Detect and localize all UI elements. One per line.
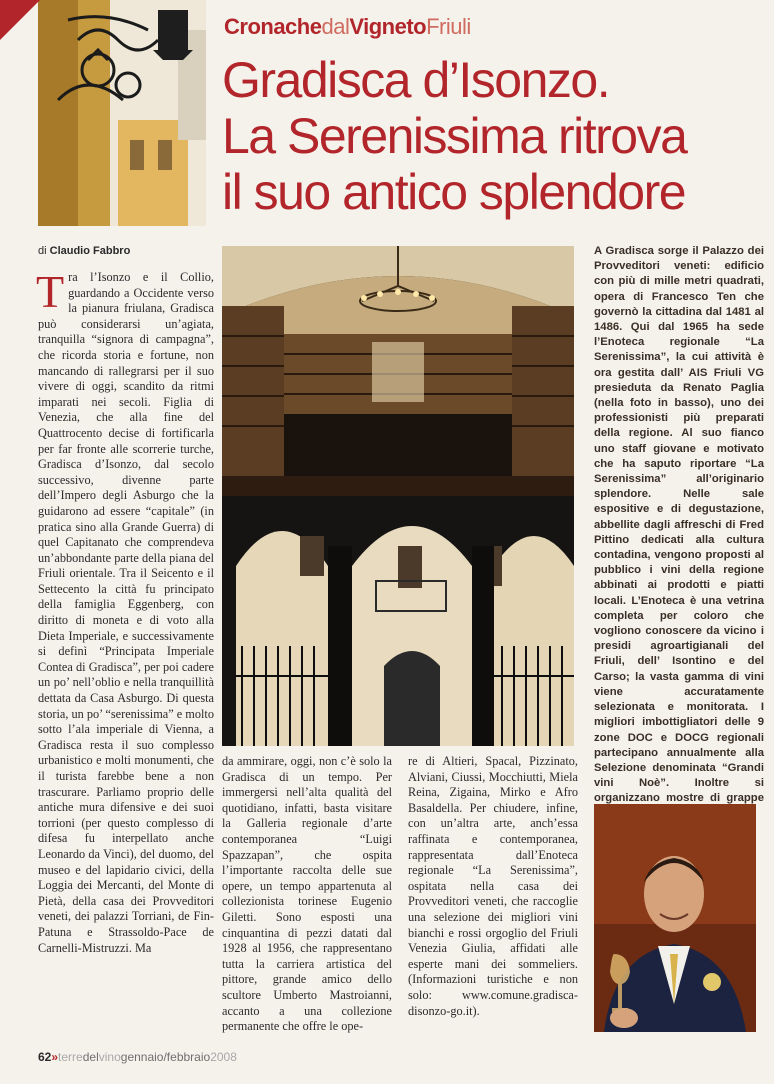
main-photo-enoteca: [222, 246, 574, 746]
article-column-2: [222, 754, 392, 1035]
byline: di Claudio Fabbro: [38, 245, 131, 257]
drop-cap: T: [36, 266, 65, 317]
article-text-2: da ammirare, oggi, non c’è solo la Gradisca di un tempo. Per immergersi nell’alta qualità del quotidiano, infatti, basta visitare la Galleria regionale d’arte contemporanea “Luigi Spazzapan”, che ospita l’importante raccolta delle sue opere, un tempo appartenuta al collezionista torinese Eugenio Giletti. Sono esposti una cinquantina di pezzi datati dal 1928 al 1956, che rappresentano tutta la carriera artistica del pittore, grande amico dello scultore Umberto Mastroianni, accanto a una collezione permanente che offre le ope-: [222, 754, 392, 1034]
top-photo-iron-sign: [38, 0, 206, 226]
article-column-3: [408, 754, 578, 1019]
headline-line-1: Gradisca d’Isonzo.: [222, 52, 610, 108]
corner-accent: [0, 0, 40, 40]
section-kicker: CronachedalVignetoFriuli: [224, 14, 471, 39]
sidebar-box: [594, 244, 764, 867]
page-number: 62: [38, 1050, 52, 1064]
article-column-1: [36, 266, 214, 956]
article-text-1: ra l’Isonzo e il Collio, guardando a Occidente verso la pianura friulana, Gradisca può considerarsi un’agiata, tranquilla “signora di campagna”, che ricorda storia e fortune, non mancando di rallegrarsi per il suo vivere di oggi, scandito da ritmi imparati nei secoli. Figlia di Venezia, che alla fine del Quattrocento decise di fortificarla per far fronte alle scorrerie turche, Gradisca d’Isonzo, dal secolo successivo, divenne parte dell’Impero degli Asburgo che la guidarono ad essere “capitale” (in pratica sino alla Grande Guerra) di quel Capitanato che comprendeva un’abbondante parte della piana del Friuli orientale. Tra il Seicento e il Settecento la città fu principato della famiglia Eggenberg, con diritto di moneta e di voto alla Dieta Imperiale, e successivamente si definì “Principata Imperiale Contea di Gradisca”, per poi cadere un po’ nell’oblio e nella tranquillità dettata da Casa Asburgo. Di questa storia, un po’ “serenissima” e molto sotto l’ala imperiale di Vienna, a Gradisca resta il suo complesso urbanistico e molti monumenti, che il turista farebbe bene a non trascurare. Parliamo proprio delle antiche mura difensive e dei suoi torrioni (per questo complesso di difesa fu interpellato anche Leonardo da Vinci), del duomo, del museo e del lapidario civici, della Loggia dei Mercanti, del Monte di Pietà, della casa dei Provveditori veneti, dei palazzi Torriani, de Fin-Patuna e Strassoldo-Pace de Carnelli-Mistruzzi. Ma: [38, 270, 214, 955]
sidebar-text: A Gradisca sorge il Palazzo dei Provveditori veneti: edificio con più di mille metri quadrati, opera di Francesco Ten che governò la cittadina dal 1481 al 1486. Qui dal 1965 ha sede l’Enoteca regionale “La Serenissima”, la cui attività è ora gestita dall’ AIS Friuli VG presieduta da Renato Paglia (nella foto in basso), uno dei professionisti più preparati della regione. Al suo fianco uno staff giovane e motivato che ha saputo riportare “La Serenissima” all’originario splendore. Nelle sale espositive e di degustazione, abbellite dagli affreschi di Fred Pittino dedicati alla cultura contadina, vengono proposti al pubblico i vini della regione abbinati ai prodotti e piatti locali. L’Enoteca è una vetrina completa per coloro che vogliono conoscere da vicino i presidi agroartigianali del Friuli, dell’ Isontino e del Carso; la vasta gamma di vini viene accuratamente selezionata e monitorata. I migliori imbottigliatori delle 9 zone DOC e DOCG regionali partecipano annualmente alla Selezione denominata “Grandi vini Noè”. Inoltre si organizzano mostre di grappe: [594, 245, 764, 805]
article-text-3: re di Altieri, Spacal, Pizzinato, Alviani, Ciussi, Mocchiutti, Miela Reina, Zigaina, Mirko e Afro Basaldella. Per chiudere, infine, con un’altra arte, anch’essa raffinata e contemporanea, rappresentata dall’Enoteca regionale “La Serenissima”, ospitata nella casa dei Provveditori veneti, che raccoglie una selezione dei migliori vini bianchi e rossi orgoglio del Friuli Venezia Giulia, affidati alle esperte mani dei sommeliers. (Informazioni turistiche e non solo: www.comune.gradisca-disonzo-go.it).: [408, 754, 578, 1018]
page-footer: 62»terredelvinogennaio/febbraio2008: [38, 1050, 237, 1064]
headline-line-2: La Serenissima ritrova: [222, 108, 687, 164]
portrait-photo: [594, 804, 756, 1032]
article-headline: [222, 52, 772, 220]
headline-line-3: il suo antico splendore: [222, 164, 686, 220]
author-name: Claudio Fabbro: [49, 245, 131, 257]
